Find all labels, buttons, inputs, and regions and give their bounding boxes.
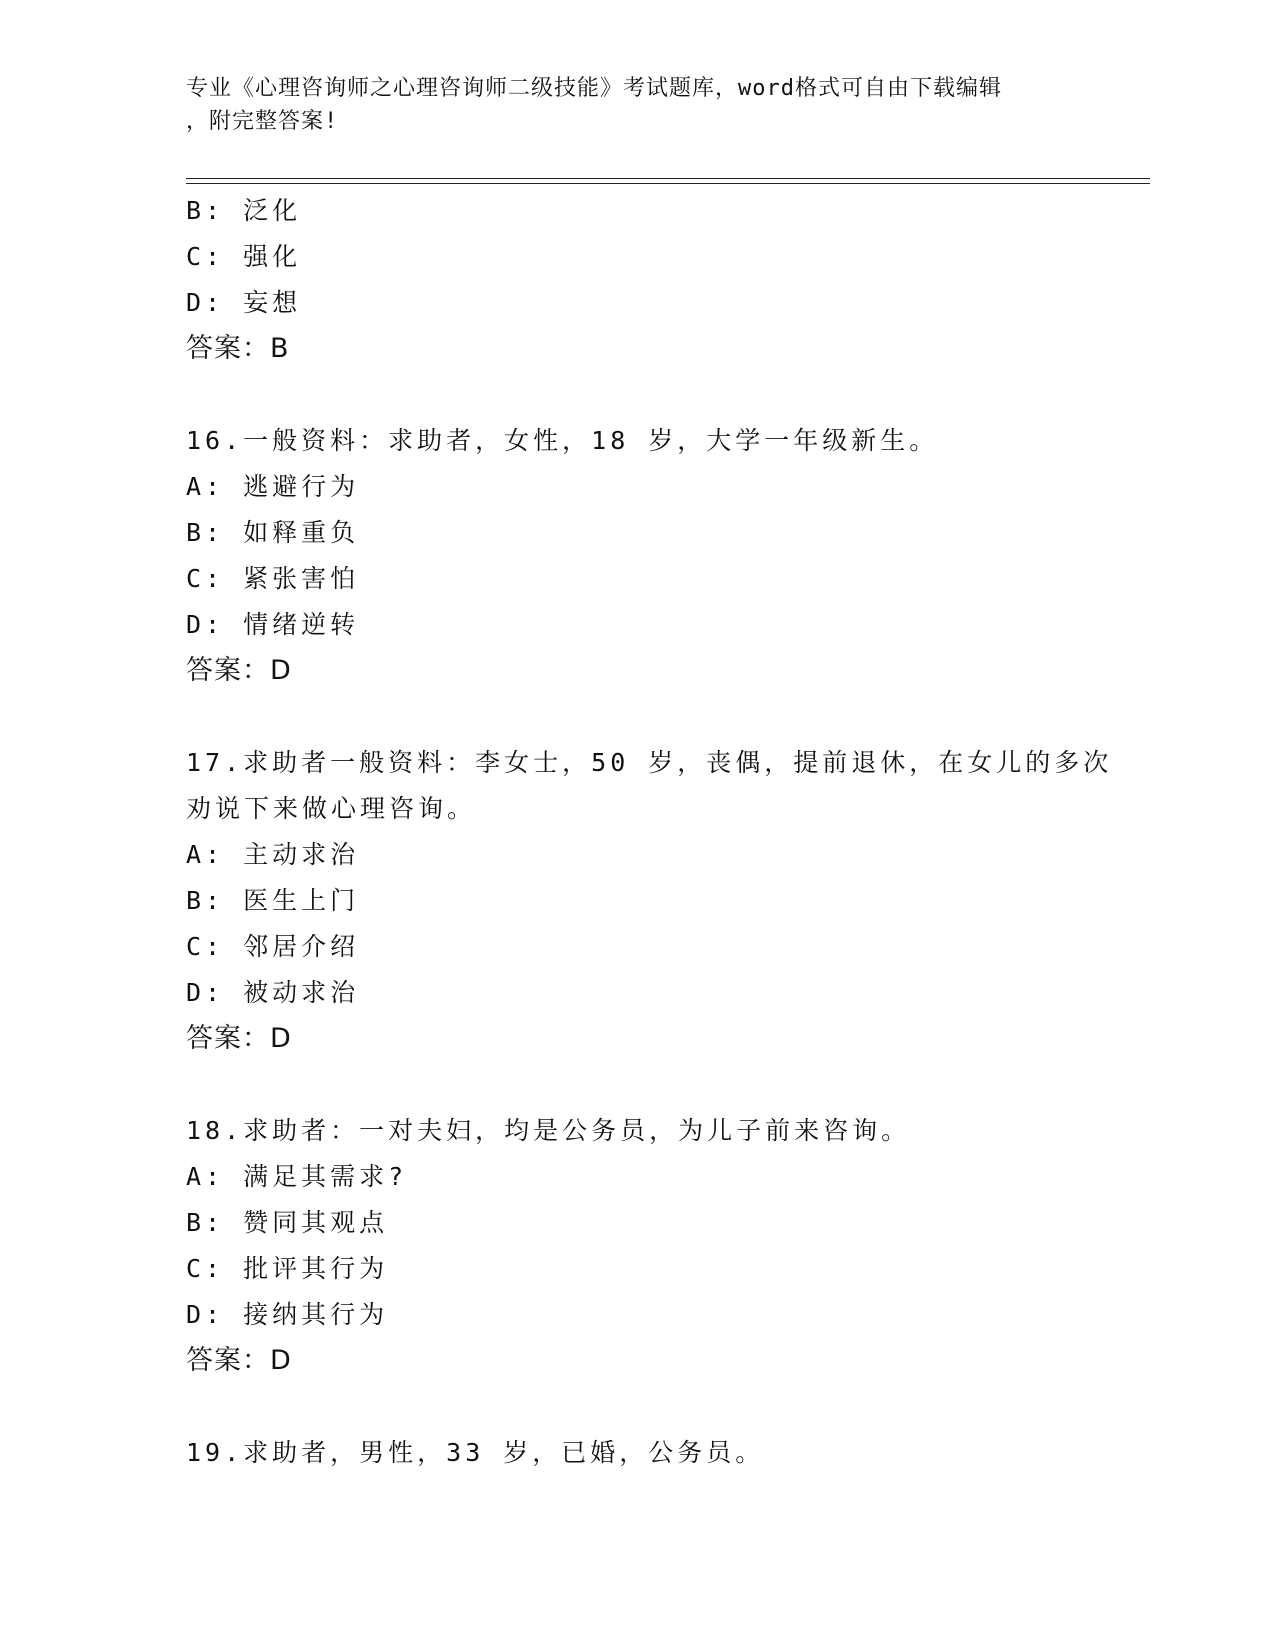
option-c: C: 批评其行为 <box>186 1254 389 1283</box>
question-text-line2: 劝说下来做心理咨询。 <box>186 794 477 823</box>
option-c: C: 强化 <box>186 242 302 271</box>
option-d: D: 接纳其行为 <box>186 1300 389 1329</box>
option-a: A: 满足其需求? <box>186 1162 408 1191</box>
question-list <box>186 188 1113 1476</box>
option-a: A: 逃避行为 <box>186 472 360 501</box>
option-d: D: 情绪逆转 <box>186 610 360 639</box>
question-text: 16.一般资料：求助者，女性，18 岁，大学一年级新生。 <box>186 426 939 455</box>
question-text: 18.求助者：一对夫妇，均是公务员，为儿子前来咨询。 <box>186 1116 911 1145</box>
answer-line: 答案：D <box>186 1345 292 1376</box>
option-b: B: 赞同其观点 <box>186 1208 389 1237</box>
header-title-line1: 专业《心理咨询师之心理咨询师二级技能》考试题库，word格式可自由下载编辑 <box>186 76 1002 101</box>
question-block-16 <box>186 418 1086 694</box>
question-block-17 <box>186 740 1113 1062</box>
answer-line: 答案：D <box>186 1023 292 1054</box>
header-rule-bottom <box>186 183 1150 184</box>
option-c: C: 紧张害怕 <box>186 564 360 593</box>
question-block-15 <box>186 188 1086 372</box>
option-c: C: 邻居介绍 <box>186 932 360 961</box>
header-title-line2: ，附完整答案! <box>186 109 339 134</box>
option-b: B: 泛化 <box>186 196 302 225</box>
option-b: B: 如释重负 <box>186 518 360 547</box>
answer-line: 答案：D <box>186 655 292 686</box>
option-a: A: 主动求治 <box>186 840 360 869</box>
question-text-line1: 17.求助者一般资料：李女士，50 岁，丧偶，提前退休，在女儿的多次 <box>186 748 1113 777</box>
answer-line: 答案：B <box>186 333 290 364</box>
question-block-19 <box>186 1430 1086 1476</box>
question-block-18 <box>186 1108 1086 1384</box>
header-rule-top <box>186 178 1150 179</box>
option-d: D: 妄想 <box>186 288 302 317</box>
option-b: B: 医生上门 <box>186 886 360 915</box>
question-text: 19.求助者，男性，33 岁，已婚，公务员。 <box>186 1438 765 1467</box>
document-header <box>186 72 1066 138</box>
option-d: D: 被动求治 <box>186 978 360 1007</box>
